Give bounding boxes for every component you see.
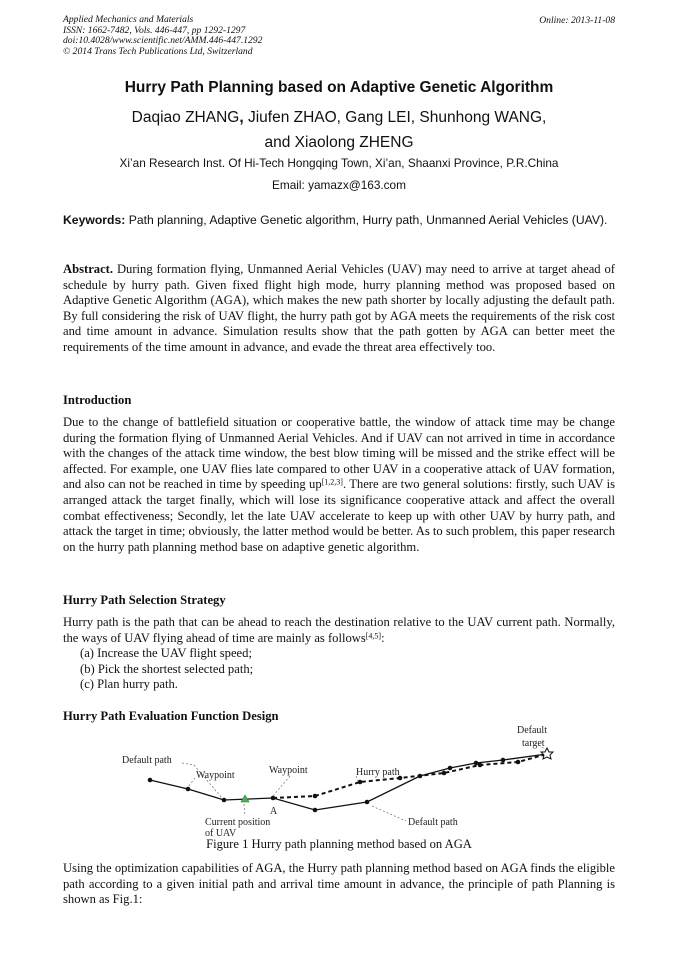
- label-hurry-path: Hurry path: [356, 767, 400, 778]
- keywords: [63, 212, 615, 228]
- abstract: [63, 262, 615, 356]
- label-waypoint-mid: Waypoint: [269, 765, 308, 776]
- default-path-line: [150, 754, 547, 810]
- journal-header: [63, 15, 262, 57]
- path-node: [365, 800, 370, 805]
- doi-line: doi:10.4028/www.scientific.net/AMM.446-447.1292: [63, 35, 263, 47]
- strategy-citation: [4,5]: [365, 631, 382, 640]
- issn-line: ISSN: 1662-7482, Vols. 446-447, pp 1292-1297: [63, 24, 246, 36]
- path-node: [271, 796, 276, 801]
- list-item: (a) Increase the UAV flight speed;: [80, 646, 252, 660]
- figure-caption: Figure 1 Hurry path planning method based on AGA: [206, 837, 472, 851]
- paper-title: Hurry Path Planning based on Adaptive Genetic Algorithm: [124, 79, 554, 96]
- hurry-node: [358, 780, 363, 785]
- first-author: Daqiao ZHANG: [131, 109, 240, 126]
- path-node: [222, 798, 227, 803]
- list-item: (c) Plan hurry path.: [80, 677, 178, 692]
- section-heading-introduction: Introduction: [63, 393, 132, 407]
- section-heading-evaluation: Hurry Path Evaluation Function Design: [63, 709, 279, 723]
- list-item: (b) Pick the shortest selected path;: [80, 661, 254, 676]
- author-email: Email: yamazx@163.com: [272, 178, 406, 192]
- coauthors-line1: Jiufen ZHAO, Gang LEI, Shunhong WANG,: [243, 109, 547, 126]
- keywords-text: Path planning, Adaptive Genetic algorithm, Hurry path, Unmanned Aerial Vehicles (UAV).: [125, 213, 608, 227]
- label-current-position-1: Current position: [205, 817, 271, 828]
- hurry-node: [478, 763, 483, 768]
- leader-line: [273, 776, 290, 796]
- author-list: [0, 105, 678, 155]
- section-heading-strategy: Hurry Path Selection Strategy: [63, 593, 226, 607]
- target-star-icon: [541, 748, 553, 759]
- hurry-path-line: [273, 754, 547, 798]
- hurry-node: [313, 794, 318, 799]
- introduction-paragraph: [63, 415, 615, 555]
- intro-text-a: Due to the change of battlefield situation or cooperative battle, the window of attack time may be change during the formation flying of Unmanned Aerial Vehicles. And if UAV can not arrived in time in accordance with the changes of the attack time window, the best blow timing will be missed and the strike effect will be affected. For example, one UAV flies late compared to other UAV in a cooperative attack of UAV formation, and also can not be reached in time by speeding up: [63, 415, 615, 492]
- leader-line: [182, 763, 194, 765]
- path-node: [448, 766, 453, 771]
- label-current-position-2: of UAV: [205, 828, 237, 839]
- strategy-text-b: :: [381, 630, 385, 645]
- hurry-path-figure: [110, 718, 570, 842]
- coauthors-line2: and Xiaolong ZHENG: [264, 134, 414, 151]
- strategy-text-a: Hurry path is the path that can be ahead to reach the destination relative to the UAV current path. Normally, the ways of UAV flying ahead of time are mainly as follows: [63, 615, 615, 645]
- abstract-label: Abstract.: [63, 262, 114, 276]
- label-default-target-1: Default: [517, 725, 547, 736]
- online-date: Online: 2013-11-08: [539, 15, 615, 26]
- closing-paragraph: Using the optimization capabilities of AGA, the Hurry path planning method based on AGA finds the eligible path according to a given initial path and arrival time amount in advance, the principle of path Planning is shown as Fig.1:: [63, 861, 615, 907]
- abstract-text: During formation flying, Unmanned Aerial Vehicles (UAV) may need to arrive at target ahead of schedule by hurry path. Given fixed flight high mode, hurry planning method was proposed based on Adaptive Genetic Algorithm (AGA), which makes the new path shorter by locally adjusting the default path. By full considering the risk of UAV flight, the hurry path got by AGA meets the requirements of the risk cost and time amount in advance. Simulation results show that the path gotten by AGA can better meet the requirements of the time amount in advance, and evade the threat area effectively too.: [63, 262, 615, 354]
- label-waypoint-left: Waypoint: [196, 770, 235, 781]
- path-node: [418, 774, 423, 779]
- leader-line: [244, 804, 245, 815]
- leader-line: [188, 778, 195, 787]
- label-default-target-2: target: [522, 738, 545, 749]
- path-node: [186, 787, 191, 792]
- author-separator: ,: [239, 109, 244, 126]
- affiliation: Xi’an Research Inst. Of Hi-Tech Hongqing Town, Xi’an, Shaanxi Province, P.R.China: [119, 156, 559, 170]
- keywords-label: Keywords:: [63, 213, 126, 227]
- hurry-node: [442, 771, 447, 776]
- path-node: [501, 758, 506, 763]
- strategy-paragraph: [63, 615, 615, 646]
- path-node: [148, 778, 153, 783]
- journal-name: Applied Mechanics and Materials: [63, 14, 194, 25]
- copyright-line: © 2014 Trans Tech Publications Ltd, Switzerland: [63, 45, 253, 57]
- leader-line: [372, 806, 406, 821]
- intro-text-b: . There are two general solutions: firstly, such UAV is arranged attack the target finally, which will lose its significance cooperative attack and affect the overall combat effectiveness; Secondly, let the late UAV accelerate to keep up with other UAV by hurry path, and attack the target in time; obviously, the latter method would be better. As to such problem, this paper research on the hurry path planning method base on adaptive genetic algorithm.: [63, 477, 615, 554]
- label-default-path-lower: Default path: [408, 817, 458, 828]
- path-node: [313, 808, 318, 813]
- path-node: [474, 761, 479, 766]
- label-point-a: A: [270, 806, 278, 817]
- label-default-path: Default path: [122, 755, 172, 766]
- strategy-list: [80, 646, 253, 693]
- intro-citation: [1,2,3]: [321, 477, 343, 487]
- hurry-node: [516, 760, 521, 765]
